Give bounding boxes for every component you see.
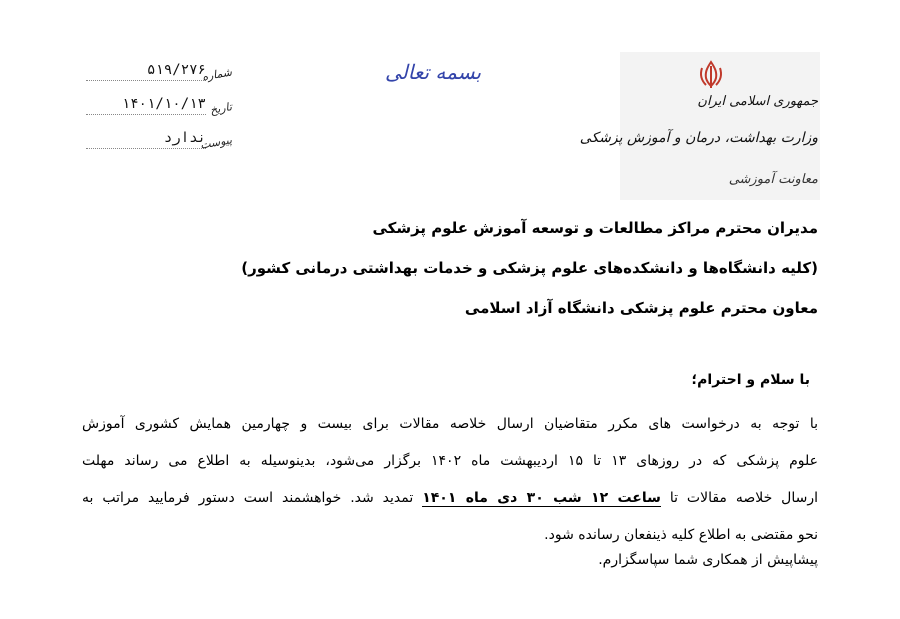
letter-attachment-label: پیوست [199, 133, 233, 152]
dotted-line [86, 114, 206, 115]
letterhead-department: معاونت آموزشی [728, 172, 818, 187]
letter-date-value: ۱۴۰۱/۱۰/۱۳ [121, 96, 206, 112]
recipient-line: معاون محترم علوم پزشکی دانشگاه آزاد اسلامی [464, 299, 818, 317]
recipient-line: (کلیه دانشگاه‌ها و دانشکده‌های علوم پزشکی و خدمات بهداشتی درمانی کشور) [241, 259, 818, 277]
letter-body [82, 406, 818, 554]
letter-attachment-field [82, 130, 232, 154]
bismillah-heading: بسمه تعالی [385, 60, 482, 84]
dotted-line [86, 148, 206, 149]
letterhead-ministry: وزارت بهداشت، درمان و آموزش پزشکی [579, 130, 818, 146]
dotted-line [86, 80, 206, 81]
letter-number-value: ۵۱۹/۲۷۶ [146, 62, 206, 78]
body-line: نحو مقتضی به اطلاع کلیه ذینفعان رسانده شود. [544, 527, 818, 543]
body-text-segment: ارسال خلاصه مقالات تا [660, 490, 818, 506]
letter-number-field [82, 62, 232, 86]
letter-attachment-value: ندارد [163, 130, 206, 146]
body-line: علوم پزشکی که در روزهای ۱۳ تا ۱۵ اردیبهشت ماه ۱۴۰۲ برگزار می‌شود، بدینوسیله به اطلاع می رساند مهلت [82, 453, 818, 469]
letter-date-label: تاریخ [209, 100, 233, 117]
letterhead-country: جمهوری اسلامی ایران [697, 94, 818, 109]
deadline-highlight: ساعت ۱۲ شب ۳۰ دی ماه ۱۴۰۱ [422, 490, 661, 506]
body-line: با توجه به درخواست های مکرر متقاضیان ارسال خلاصه مقالات برای بیست و چهارمین همایش کشوری آموزش [82, 416, 818, 432]
greeting: با سلام و احترام؛ [691, 372, 810, 388]
body-line-deadline [82, 480, 818, 517]
closing-line: پیشاپیش از همکاری شما سپاسگزارم. [598, 552, 818, 568]
iran-emblem-icon [697, 60, 725, 90]
recipient-line: مدیران محترم مراکز مطالعات و توسعه آموزش علوم پزشکی [372, 219, 818, 237]
letter-number-label: شماره [201, 65, 233, 84]
body-text-segment: تمدید شد. خواهشمند است دستور فرمایید مراتب به [82, 490, 423, 506]
letter-date-field [82, 96, 232, 120]
